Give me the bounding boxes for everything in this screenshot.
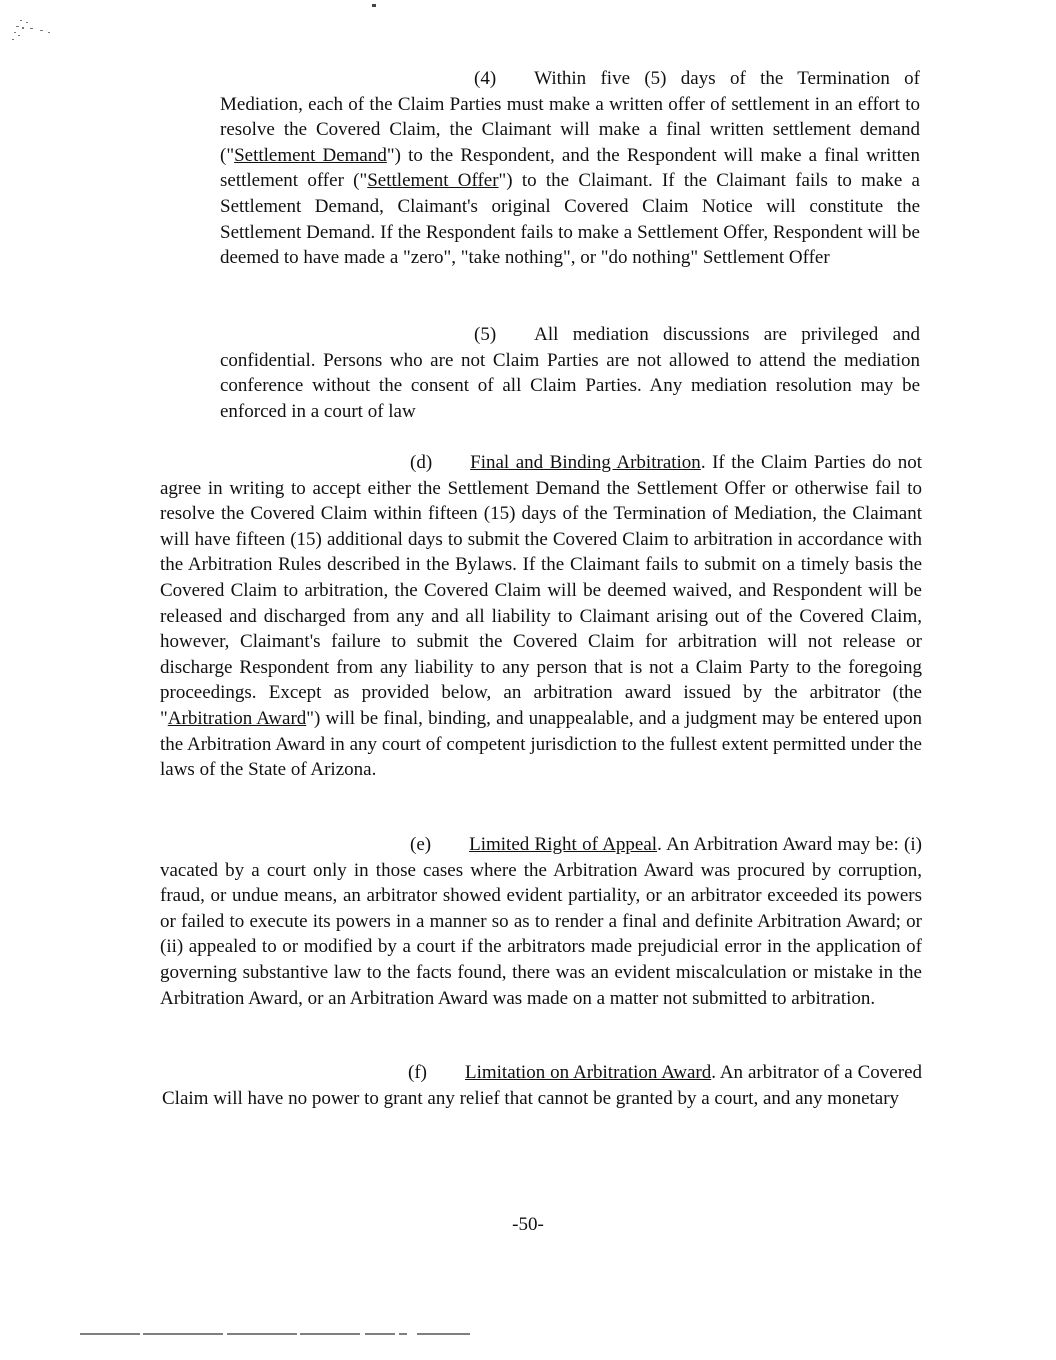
defined-term-settlement-offer: Settlement Offer [367, 170, 499, 192]
scan-speck [372, 4, 376, 7]
paragraph-text: ") to the Respondent, and the Respondent will make a final written settlement offer (" [220, 144, 920, 192]
paragraph-number: (5) [474, 324, 497, 345]
paragraph-4 [220, 66, 920, 271]
paragraph-text: ") to the Claimant. If the Claimant fails to make a Settlement Demand, Claimant's original Covered Claim Notice will constitute the Settlement Demand. If the Respondent fails to make a Settlement Offer, Respondent will be deemed to have made a "zero", "take nothing", or "do nothing" Settlement Offer [220, 170, 920, 269]
section-heading: Limited Right of Appeal [469, 834, 658, 855]
paragraph-text: Within five (5) days of the Termination of Mediation, each of the Claim Parties must make a written offer of settlement in an effort to resolve the Covered Claim, the Claimant will make a final written settlement demand (" [220, 68, 920, 166]
paragraph-e [160, 832, 922, 1011]
scan-artifact-marks [8, 18, 58, 44]
defined-term-arbitration-award: Arbitration Award [167, 707, 307, 729]
paragraph-5 [220, 322, 920, 424]
paragraph-number: (4) [474, 68, 497, 89]
paragraph-f [162, 1060, 922, 1111]
section-heading: Final and Binding Arbitration [470, 452, 701, 473]
defined-term-settlement-demand: Settlement Demand [234, 144, 387, 166]
section-heading: Limitation on Arbitration Award [464, 1062, 712, 1083]
paragraph-text: ") will be final, binding, and unappealable, and a judgment may be entered upon the Arbitration Award in any court of competent jurisdiction to the fullest extent permitted under the laws of the State of Arizona. [160, 707, 922, 781]
paragraph-text: . An Arbitration Award may be: (i) vacated by a court only in those cases where the Arbitration Award was procured by corruption, fraud, or undue means, an arbitrator showed evident partiality, or an arbitrator exceeded its powers or failed to execute its powers in a manner so as to render a final and definite Arbitration Award; or (ii) appealed to or modified by a court if the arbitrators made prejudicial error in the application of governing substantive law to the facts found, there was an evident miscalculation or mistake in the Arbitration Award, or an Arbitration Award was made on a matter not submitted to arbitration. [160, 834, 922, 1009]
footer-rule [80, 1333, 470, 1335]
paragraph-number: (f) [408, 1062, 427, 1083]
paragraph-number: (e) [410, 834, 432, 855]
paragraph-text: . If the Claim Parties do not agree in writing to accept either the Settlement Demand the Settlement Offer or otherwise fail to resolve the Covered Claim within fifteen (15) days of the Termination of Mediation, the Claimant will have fifteen (15) additional days to submit the Covered Claim to arbitration in accordance with the Arbitration Rules described in the Bylaws. If the Claimant fails to submit on a timely basis the Covered Claim to arbitration, the Covered Claim will be deemed waived, and Respondent will be released and discharged from any and all liability to Claimant arising out of the Covered Claim, however, Claimant's failure to submit the Covered Claim for arbitration will not release or discharge Respondent from any liability to any person that is not a Claim Party to the foregoing proceedings. Except as provided below, an arbitration award issued by the arbitrator (the " [160, 452, 922, 729]
paragraph-number: (d) [410, 452, 433, 473]
paragraph-d [160, 450, 922, 783]
paragraph-text: All mediation discussions are privileged and confidential. Persons who are not Claim Parties are not allowed to attend the mediation conference without the consent of all Claim Parties. Any mediation resolution may be enforced in a court of law [220, 324, 920, 422]
paragraph-text: . An arbitrator of a Covered Claim will have no power to grant any relief that cannot be granted by a court, and any monetary [162, 1062, 923, 1109]
page-number: -50- [512, 1214, 544, 1235]
